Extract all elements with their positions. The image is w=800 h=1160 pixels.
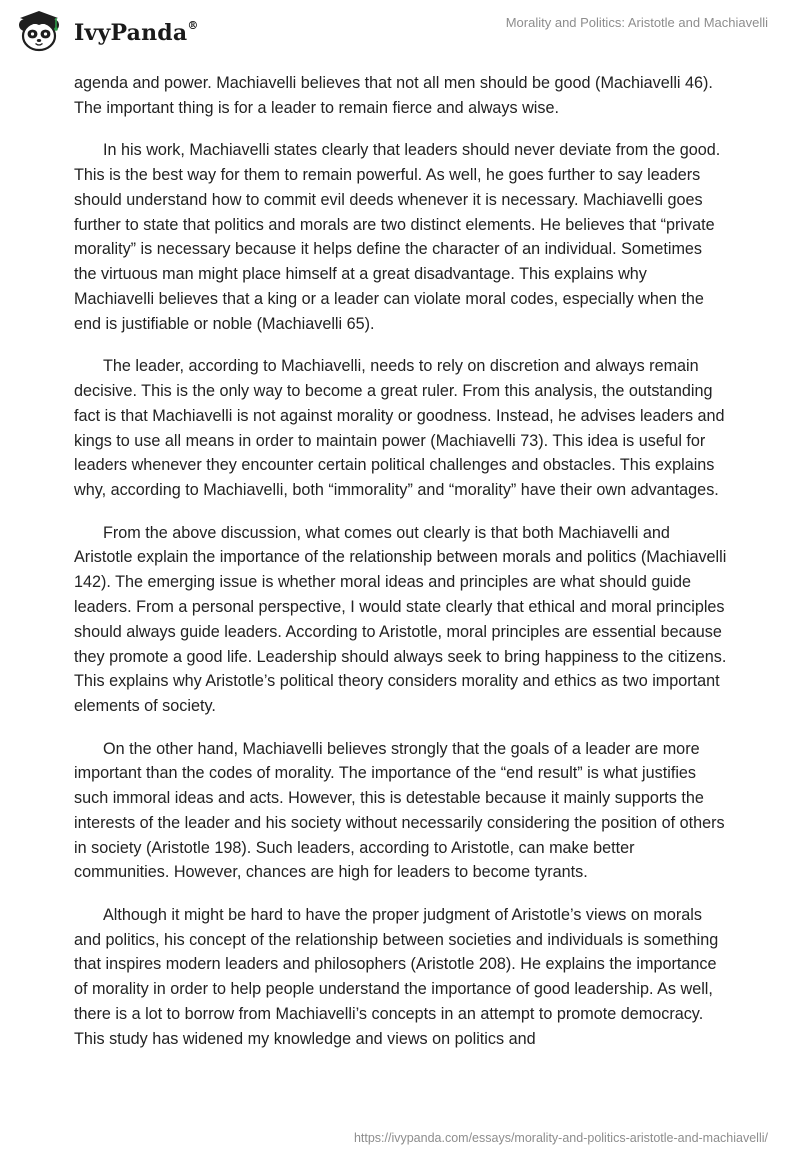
paragraph: Although it might be hard to have the proper judgment of Aristotle’s views on morals and politics, his concept of the relationship between societies and individuals is something that inspires modern leaders and philosophers (Aristotle 208). He explains the importance of morality in order to help people understand the importance of good leadership. As well, there is a lot to borrow from Machiavelli’s concepts in an attempt to promote democracy. This study has widened my knowledge and views on politics and [74,905,719,1048]
paragraph: The leader, according to Machiavelli, needs to rely on discretion and always remain decisive. This is the only way to become a great ruler. From this analysis, the outstanding fact is that Machiavelli is not against morality or goodness. Instead, he advises leaders and kings to use all means in order to maintain power (Machiavelli 73). This idea is useful for leaders whenever they encounter certain political challenges and obstacles. This explains why, according to Machiavelli, both “immorality” and “morality” have their own advantages. [74,357,725,500]
source-url[interactable]: https://ivypanda.com/essays/morality-and-politics-aristotle-and-machiavelli/ [353,1131,768,1145]
essay-body [74,71,728,1069]
paragraph: In his work, Machiavelli states clearly that leaders should never deviate from the good. This is the best way for them to remain powerful. As well, he goes further to say leaders should understand how to commit evil deeds whenever it is necessary. Machiavelli goes further to state that politics and morals are two distinct elements. He believes that “private morality” is necessary because it helps define the character of an individual. Sometimes the virtuous man might place himself at a great disadvantage. This explains why Machiavelli believes that a king or a leader can violate moral codes, especially when the end is justifiable or noble (Machiavelli 65). [74,141,721,333]
panda-graduate-icon [14,9,64,55]
paragraph: agenda and power. Machiavelli believes that not all men should be good (Machiavelli 46). The important thing is for a leader to remain fierce and always wise. [74,74,713,117]
document-title: Morality and Politics: Aristotle and Machiavelli [505,15,768,30]
ivypanda-logo[interactable] [14,8,204,56]
paragraph: From the above discussion, what comes out clearly is that both Machiavelli and Aristotle explain the importance of the relationship between morals and politics (Machiavelli 142). The emerging issue is whether moral ideas and principles are what should guide leaders. From a personal perspective, I would state clearly that ethical and moral principles should always guide leaders. According to Aristotle, moral principles are essential because they promote a good life. Leadership should always seek to bring happiness to the citizens. This explains why Aristotle’s political theory considers morality and ethics as two important elements of society. [74,523,727,716]
paragraph: On the other hand, Machiavelli believes strongly that the goals of a leader are more important than the codes of morality. The importance of the “end result” is what justifies such immoral ideas and acts. However, this is detestable because it mainly supports the interests of the leader and his society without necessarily considering the position of others in society (Aristotle 198). Such leaders, according to Aristotle, can make better communities. However, chances are high for leaders to become tyrants. [74,739,725,882]
brand-name: IvyPanda® [74,18,199,46]
page-header [0,0,800,66]
